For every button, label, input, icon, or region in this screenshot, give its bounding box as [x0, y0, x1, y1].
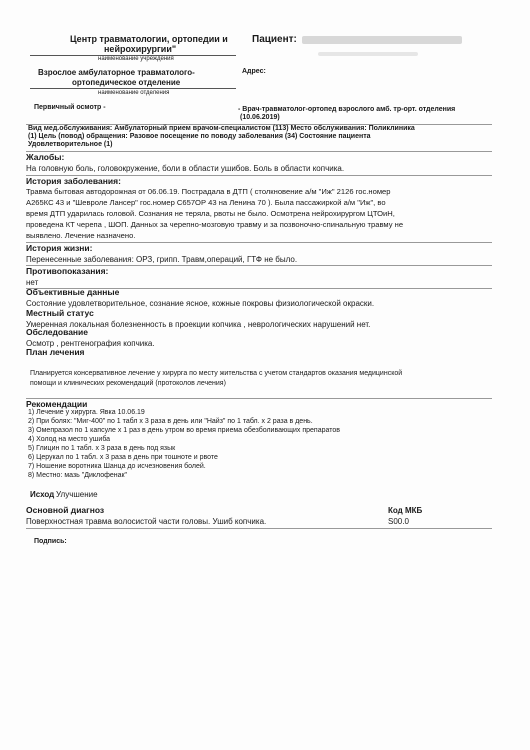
recommendation-item: 3) Омепразол по 1 капсуле х 1 раз в день утром во время приема обезболивающих препаратов — [28, 427, 340, 434]
diagnosis-bottom-rule — [26, 528, 492, 529]
recommendations-rule — [26, 398, 492, 399]
history-line1: Травма бытовая автодорожная от 06.06.19. Пострадала в ДТП ( столкновение а/м "Иж" 2126 гос.номер — [26, 187, 391, 196]
department-name-line2: ортопедическое отделение — [72, 78, 181, 87]
local-status-title: Местный статус — [26, 308, 94, 318]
plan-title: План лечения — [26, 347, 85, 357]
meta-line2: (1) Цель (повод) обращения: Разовое посещение по поводу заболевания (34) Состояние пациента — [28, 133, 371, 140]
diagnosis-title: Основной диагноз — [26, 505, 105, 515]
recommendation-item: 7) Ношение воротника Шанца до исчезновения болей. — [28, 463, 206, 470]
visit-type: Первичный осмотр - — [34, 104, 106, 111]
history-line4: проведена КТ черепа , ШОП. Данных за черепно-мозговую травму и за позвоночно-спинальную травму не — [26, 220, 404, 229]
recommendations-title: Рекомендации — [26, 399, 88, 409]
complaints-rule — [26, 151, 492, 152]
recommendation-item: 2) При болях: "Миг-400" по 1 табл х 3 раза в день или "Найз" по 1 табл. х 2 раза в день. — [28, 418, 313, 425]
objective-title: Объективные данные — [26, 287, 120, 297]
life-text: Перенесенные заболевания: ОРЗ, грипп. Травм,операций, ГТФ не было. — [26, 255, 298, 264]
history-line5: выявлено. Лечение назначено. — [26, 231, 136, 240]
mkb-value: S00.0 — [388, 517, 409, 526]
contra-title: Противопоказания: — [26, 266, 109, 276]
patient-name-redacted — [302, 36, 462, 44]
meta-line1: Вид мед.обслуживания: Амбулаторный прием врачом-специалистом (113) Место обслуживания: Поликлиника — [28, 125, 415, 132]
life-rule — [26, 242, 492, 243]
history-line2: А265КС 43 и "Шевроле Лансер" гос.номер С657ОР 43 на Ленина 70 ). Была пассажиркой а/м "Иж", во — [26, 198, 386, 207]
contra-text: нет — [26, 278, 39, 287]
doctor-line1: - Врач-травматолог-ортопед взрослого амб. тр-орт. отделения — [238, 106, 456, 113]
address-label: Адрес: — [242, 68, 266, 75]
recommendation-item: 4) Холод на место ушиба — [28, 436, 111, 443]
complaints-text: На головную боль, головокружение, боли в области ушибов. Боль в области копчика. — [26, 164, 345, 173]
outcome-label: Исход — [30, 490, 55, 499]
institution-caption: наименование учреждения — [98, 56, 174, 62]
life-title: История жизни: — [26, 243, 93, 253]
objective-text: Состояние удовлетворительное, сознание ясное, кожные покровы физиологической окраски. — [26, 299, 375, 308]
recommendation-item: 6) Церукал по 1 табл. х 3 раза в день при тошноте и рвоте — [28, 454, 218, 461]
outcome-value: Улучшение — [56, 490, 98, 499]
local-status-text: Умеренная локальная болезненность в проекции копчика , неврологических нарушений нет. — [26, 320, 371, 329]
recommendation-item: 1) Лечение у хирурга. Явка 10.06.19 — [28, 409, 145, 416]
recommendation-item: 5) Глицин по 1 табл. х 3 раза в день под язык — [28, 445, 176, 452]
department-caption: наименование отделения — [98, 90, 170, 96]
history-title: История заболевания: — [26, 176, 121, 186]
doctor-line2: (10.06.2019) — [240, 114, 280, 121]
history-line3: время ДТП ударилась головой. Сознания не теряла, рвоты не было. Осмотрена нейрохирургом ЦТОиН, — [26, 209, 395, 218]
complaints-title: Жалобы: — [26, 152, 65, 162]
department-name-line1: Взрослое амбулаторное травматолого- — [38, 68, 195, 77]
recommendation-item: 8) Местно: мазь "Диклофенак" — [28, 472, 128, 479]
exam-title: Обследование — [26, 327, 89, 337]
meta-line3: Удовлетворительное (1) — [28, 141, 113, 148]
plan-line1: Планируется консервативное лечение у хирурга по месту жительства с учетом стандартов оказания медицинской — [30, 370, 403, 377]
diagnosis-text: Поверхностная травма волосистой части головы. Ушиб копчика. — [26, 517, 267, 526]
institution-name-line2: нейрохирургии" — [104, 44, 177, 54]
patient-label: Пациент: — [252, 34, 297, 45]
plan-line2: помощи и клинических рекомендаций (протоколов лечения) — [30, 380, 226, 387]
patient-detail-redacted — [318, 52, 418, 56]
exam-text: Осмотр , рентгенография копчика. — [26, 339, 155, 348]
department-underline — [30, 88, 236, 89]
signature-label: Подпись: — [34, 538, 67, 545]
institution-name-line1: Центр травматологии, ортопедии и — [70, 34, 228, 44]
mkb-label: Код МКБ — [388, 506, 423, 515]
